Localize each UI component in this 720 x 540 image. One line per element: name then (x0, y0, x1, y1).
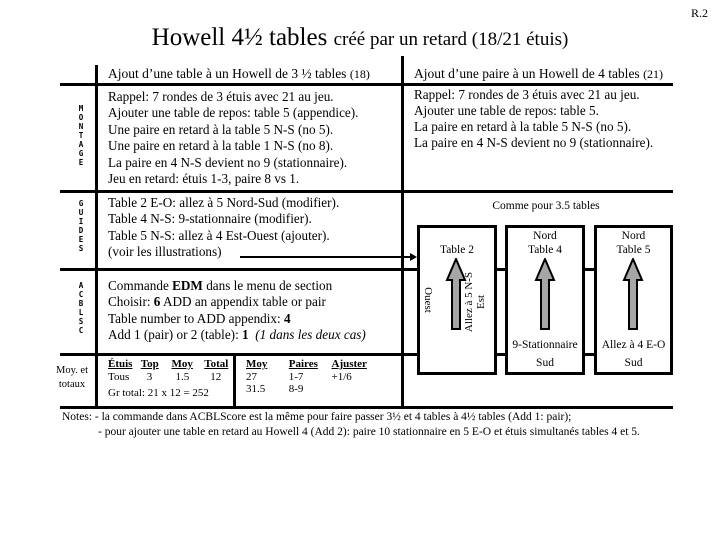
cell: 12 (210, 370, 222, 383)
right-header-count: (21) (643, 67, 664, 81)
cell: 3 (146, 370, 153, 383)
table-name: Table 4 (527, 244, 562, 256)
label-char: S (78, 244, 84, 253)
label-char: O (78, 113, 84, 122)
left-header-count: (18) (349, 67, 370, 81)
label-char: M (78, 104, 84, 113)
grand-total: Gr total: 21 x 12 = 252 (108, 387, 209, 399)
label-char: T (78, 131, 84, 140)
acblsc-text (108, 278, 366, 344)
cell: 8-9 (288, 383, 304, 395)
north-arrow-icon (534, 258, 556, 330)
table-5-box (594, 225, 673, 375)
table-instruction: Allez à 4 E-O (601, 339, 666, 351)
montage-right-text (414, 87, 653, 151)
divider-montage (60, 190, 673, 193)
label-char: G (78, 149, 84, 158)
montage-left-text (108, 89, 358, 187)
col-header: Ajuster (331, 358, 367, 370)
west-label: Ouest (422, 287, 434, 313)
label-char: E (78, 235, 84, 244)
cell: Tous (108, 370, 130, 383)
note-line-2: - pour ajouter une table en retard au Howell 4 (Add 2): paire 10 stationnaire en 5 E-O et étuis simultanés tables 4 et 5. (98, 426, 640, 438)
choice-value: 6 (153, 294, 161, 310)
col-header: Top (140, 358, 159, 370)
cell: 27 (246, 370, 257, 383)
north-label: Nord (621, 230, 646, 242)
text-line: Rappel: 7 rondes de 3 étuis avec 21 au jeu. (414, 87, 640, 102)
text: Commande (108, 278, 173, 293)
move-instruction (463, 267, 491, 337)
label-char: E (78, 158, 84, 167)
text-line: La paire en 4 N-S devient no 9 (stationnaire). (414, 135, 654, 150)
diagram-caption: Comme pour 3.5 tables (492, 200, 600, 212)
connector (584, 353, 594, 356)
divider-guides (60, 268, 434, 271)
col-header: Paires (288, 358, 318, 370)
pointer-arrowhead (410, 253, 417, 261)
north-label: Nord (533, 230, 557, 242)
table-2-box (417, 225, 497, 375)
text-line: Une paire en retard à la table 1 N-S (no 8). (108, 138, 334, 154)
col-header: Moy (171, 358, 193, 370)
divider-header (60, 83, 673, 86)
label-char: C (78, 290, 84, 299)
cell: +1/6 (331, 370, 352, 383)
text-line: Table 2 E-O: allez à 5 Nord-Sud (modifier). (108, 195, 340, 210)
label-char: S (78, 317, 84, 326)
label-char: C (78, 326, 84, 335)
text-line: Jeu en retard: étuis 1-3, paire 8 vs 1. (108, 171, 300, 187)
divider-acblsc (60, 353, 434, 356)
section-label-totaux: Moy. et totaux (56, 365, 88, 390)
text-line: Table 5 N-S: allez à 4 Est-Ouest (ajouter). (108, 227, 330, 243)
cell: 1-7 (288, 370, 304, 383)
cell: 1.5 (175, 370, 190, 383)
text-line: La paire en retard à la table 5 N-S (no 5). (414, 119, 632, 134)
notes (62, 410, 640, 440)
divider-totaux (233, 353, 236, 407)
right-column-header (414, 66, 663, 82)
command-edm: EDM (172, 278, 203, 293)
label-char: G (78, 199, 84, 208)
instruction-text: Allez à 5 N-S (463, 271, 475, 333)
totals-right (246, 358, 367, 396)
title-main: Howell 4½ tables (151, 24, 328, 51)
text: Choisir: (108, 294, 154, 310)
right-header-text: Ajout d’une paire à un Howell de 4 tables (414, 66, 640, 81)
totals-left-row (108, 371, 228, 384)
south-label: Sud (536, 357, 554, 369)
totals-right-row (246, 383, 367, 396)
table-number-value: 4 (283, 310, 291, 326)
text-line (108, 294, 366, 310)
section-label-guides (66, 199, 96, 253)
guides-text (108, 195, 339, 261)
section-label-montage (66, 104, 96, 167)
label-char: I (78, 217, 84, 226)
table-name: Table 5 (616, 244, 651, 256)
col-header: Étuis (108, 358, 133, 370)
text-line: Ajouter une table de repos: table 5. (414, 103, 599, 118)
col-header: Total (204, 358, 229, 370)
left-column-header (108, 66, 370, 82)
south-label: Sud (624, 357, 643, 369)
text-line: La paire en 4 N-S devient no 9 (stationnaire). (108, 154, 348, 170)
note-italic: (1 dans les deux cas) (255, 327, 366, 343)
text-line: Une paire en retard à la table 5 N-S (no 5). (108, 121, 334, 137)
page-title (0, 24, 720, 52)
label-char: U (78, 208, 84, 217)
cell: 31.5 (246, 383, 266, 395)
section-label-acblsc (66, 281, 96, 335)
left-header-text: Ajout d’une table à un Howell de 3 ½ tables (108, 66, 347, 81)
label-char: B (78, 299, 84, 308)
text: Add 1 (pair) or 2 (table): (108, 327, 243, 343)
note-line-1: Notes: - la commande dans ACBLScore est la même pour faire passer 3½ et 4 tables à 4½ tables (Add 1: pair); (62, 411, 572, 423)
col-header: Moy (246, 358, 268, 370)
table-4-box (505, 225, 585, 375)
title-sub: créé par un retard (18/21 étuis) (333, 29, 569, 50)
text: dans le menu de section (202, 278, 333, 293)
text-line: Table 4 N-S: 9-stationnaire (modifier). (108, 211, 312, 227)
totals-right-header (246, 358, 367, 371)
totals-left-header (108, 358, 228, 371)
divider-bottom (60, 406, 673, 409)
text-line: Ajouter une table de repos: table 5 (appendice). (108, 105, 359, 121)
text-line (108, 327, 366, 343)
label-char: A (78, 281, 84, 290)
page-number: R.2 (690, 6, 708, 20)
label-char: D (78, 226, 84, 235)
east-label: Est (475, 294, 487, 310)
connector (584, 268, 594, 271)
totals-right-row (246, 371, 367, 384)
text-line: Rappel: 7 rondes de 3 étuis avec 21 au jeu. (108, 89, 334, 104)
text: Table number to ADD appendix: (108, 310, 284, 326)
text: ADD an appendix table or pair (160, 294, 326, 310)
label-char: L (78, 308, 84, 317)
text-line (108, 278, 366, 294)
north-arrow-icon (622, 258, 644, 330)
label-char: A (78, 140, 84, 149)
table-instruction: 9-Stationnaire (512, 339, 578, 351)
table-name: Table 2 (439, 244, 474, 256)
text-line (108, 311, 366, 327)
add-value: 1 (242, 327, 249, 343)
totals-left (108, 358, 228, 400)
label-char: N (78, 122, 84, 131)
see-illustrations-text: (voir les illustrations) (108, 244, 222, 260)
